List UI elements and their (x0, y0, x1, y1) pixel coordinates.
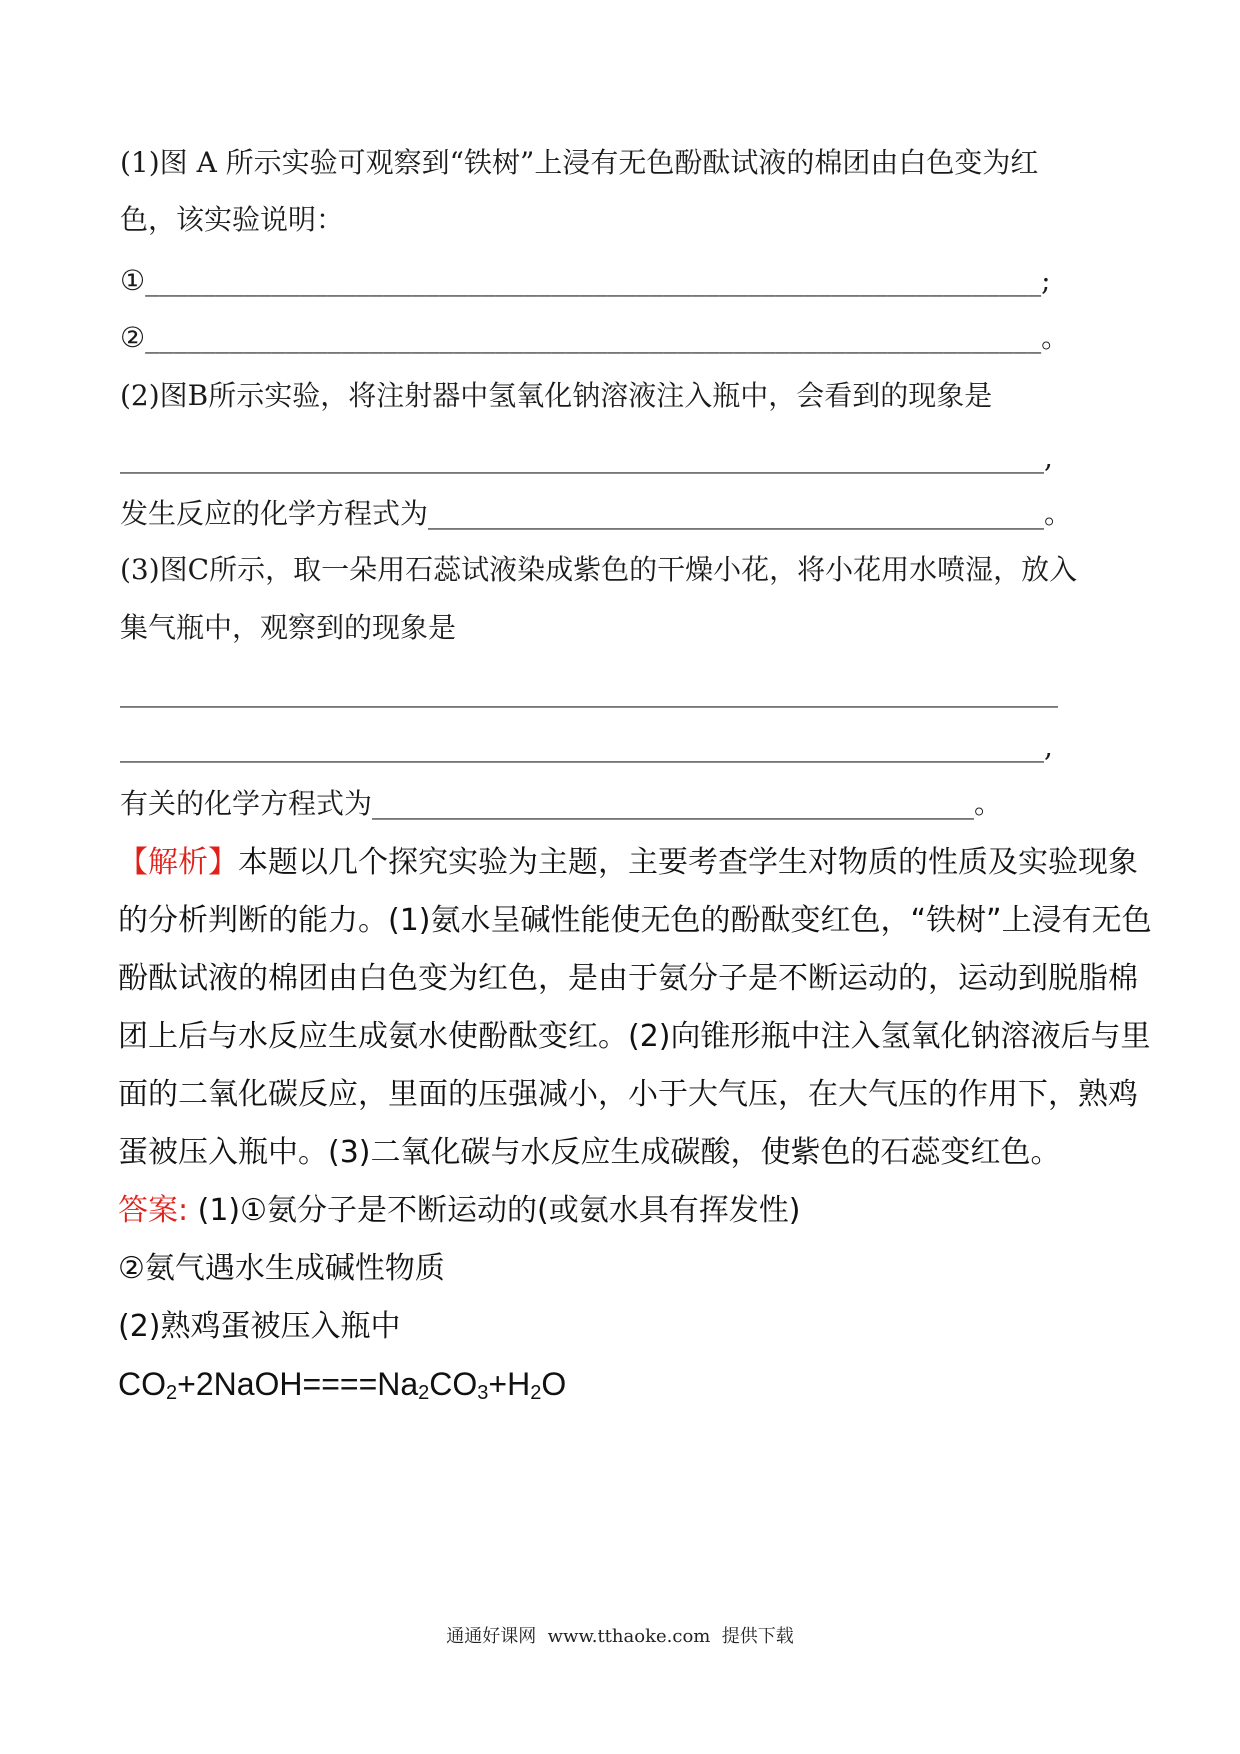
analysis-line: 酚酞试液的棉团由白色变为红色，是由于氨分子是不断运动的，运动到脱脂棉 (118, 961, 1138, 996)
answer-blank-line: __________________________________________________________________, (120, 730, 1053, 763)
question-line: 集气瓶中，观察到的现象是 (120, 611, 457, 644)
analysis-label: 【解析】 (118, 845, 238, 880)
answer-blank-line: ①________________________________________________________________; (120, 264, 1051, 297)
formula-subscript: 2 (530, 1382, 542, 1404)
answer-paragraph (118, 1190, 1138, 1232)
analysis-text: 本题以几个探究实验为主题，主要考查学生对物质的性质及实验现象 (238, 845, 1138, 880)
answer-line: ②氨气遇水生成碱性物质 (118, 1251, 445, 1286)
question-line: (2)图B所示实验，将注射器中氢氧化钠溶液注入瓶中，会看到的现象是 (120, 379, 993, 412)
chemical-equation (118, 1362, 566, 1415)
analysis-line: 的分析判断的能力。(1)氨水呈碱性能使无色的酚酞变红色，“铁树”上浸有无色 (118, 903, 1152, 938)
answer-blank-line: __________________________________________________________________, (120, 441, 1053, 474)
analysis-line: 蛋被压入瓶中。(3)二氧化碳与水反应生成碳酸，使紫色的石蕊变红色。 (118, 1135, 1061, 1170)
answer-blank-line: ②________________________________________________________________。 (120, 321, 1070, 354)
formula-part: O (541, 1366, 567, 1402)
question-line: 色，该实验说明： (120, 203, 345, 236)
formula-part: +2NaOH====Na (177, 1366, 419, 1402)
analysis-paragraph (118, 842, 1138, 884)
formula-part: CO (118, 1366, 166, 1402)
formula-subscript: 2 (418, 1382, 430, 1404)
answer-line: (2)熟鸡蛋被压入瓶中 (118, 1309, 401, 1344)
formula-subscript: 2 (166, 1382, 178, 1404)
question-line: (3)图C所示，取一朵用石蕊试液染成紫色的干燥小花，将小花用水喷湿，放入 (120, 553, 1078, 586)
analysis-line: 团上后与水反应生成氨水使酚酞变红。(2)向锥形瓶中注入氢氧化钠溶液后与里 (118, 1019, 1151, 1054)
question-line: 有关的化学方程式为___________________________________________。 (120, 787, 1003, 820)
formula-part: CO (429, 1366, 478, 1402)
answer-blank-line: ___________________________________________________________________ (120, 675, 1058, 708)
question-line: (1)图 A 所示实验可观察到“铁树”上浸有无色酚酞试液的棉团由白色变为红 (120, 146, 1039, 179)
page-footer: 通通好课网 www.tthaoke.com 提供下载 (446, 1626, 794, 1647)
formula-part: +H (488, 1366, 531, 1402)
formula-subscript: 3 (477, 1382, 489, 1404)
analysis-line: 面的二氧化碳反应，里面的压强减小，小于大气压，在大气压的作用下，熟鸡 (118, 1077, 1138, 1112)
answer-text: (1)①氨分子是不断运动的(或氨水具有挥发性) (188, 1193, 801, 1228)
answer-label: 答案: (118, 1193, 189, 1228)
question-line: 发生反应的化学方程式为____________________________________________。 (120, 497, 1073, 530)
